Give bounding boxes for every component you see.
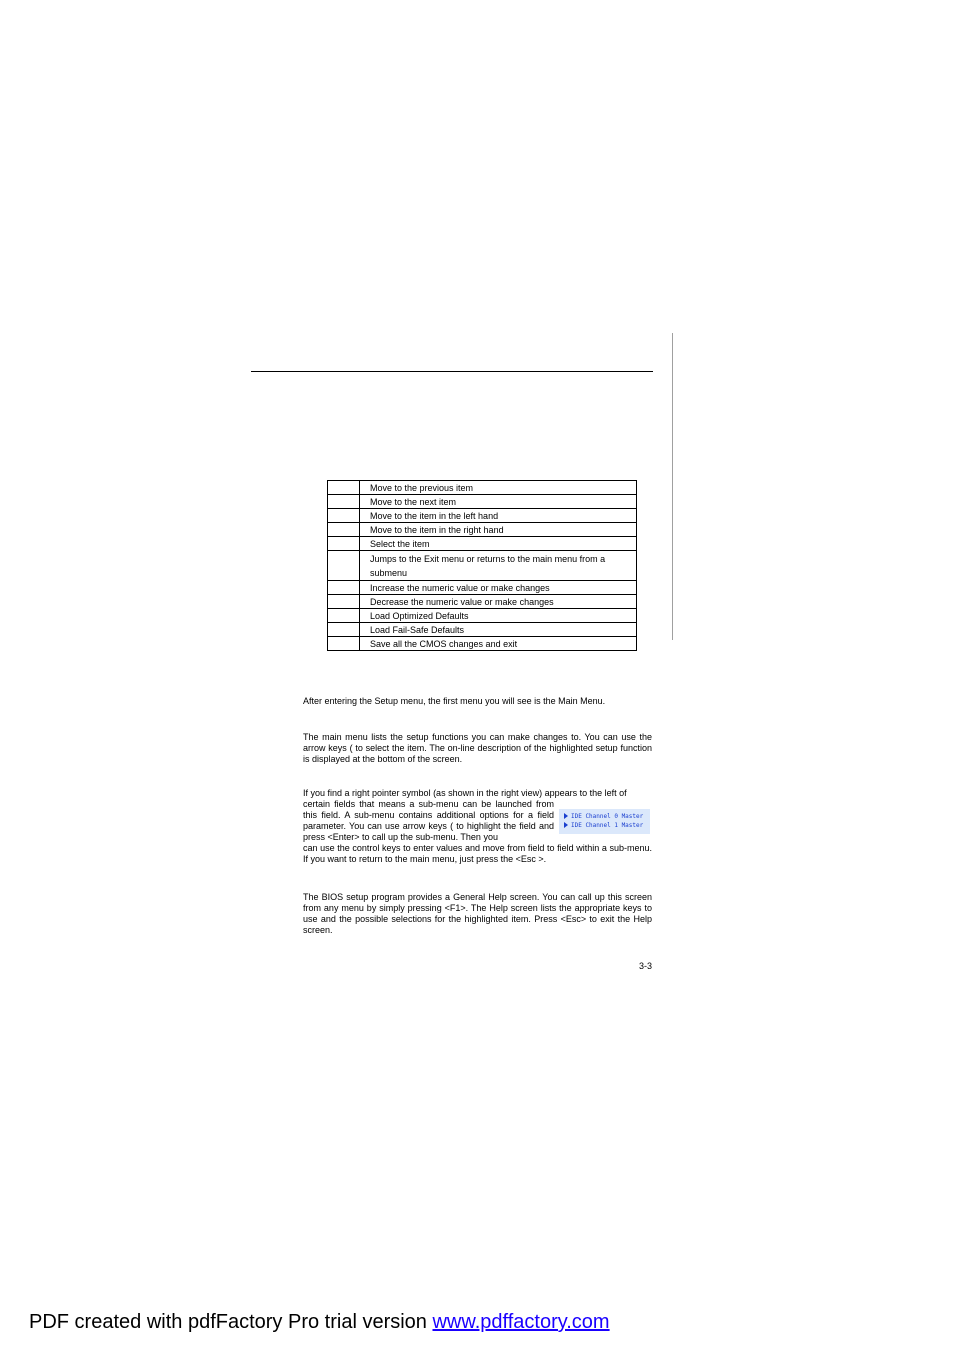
key-description: Move to the item in the left hand: [360, 509, 637, 523]
key-cell: [328, 537, 360, 551]
table-row: [328, 537, 637, 551]
right-pointer-icon: [564, 813, 568, 819]
key-cell: [328, 637, 360, 651]
table-row: [328, 623, 637, 637]
key-description: Decrease the numeric value or make changes: [360, 595, 637, 609]
table-row: [328, 637, 637, 651]
key-description: Move to the next item: [360, 495, 637, 509]
table-row: [328, 609, 637, 623]
pdf-footer: [29, 1310, 610, 1334]
key-cell: [328, 495, 360, 509]
submenu-paragraph-wrapped: certain fields that means a sub-menu can be launched from this field. A sub-menu contains additional options for a field parameter. You can use arrow keys ( to highlight the field and press <Enter> to call up the sub-menu. Then you: [303, 799, 554, 842]
key-cell: [328, 481, 360, 495]
table-row: [328, 581, 637, 595]
key-description: Move to the item in the right hand: [360, 523, 637, 537]
key-description: Select the item: [360, 537, 637, 551]
table-row: [328, 481, 637, 495]
bios-submenu-sample: [559, 809, 650, 834]
table-row: [328, 523, 637, 537]
key-cell: [328, 581, 360, 595]
submenu-paragraph-end: can use the control keys to enter values and move from field to field within a sub-menu. If you want to return to the main menu, just press the <Esc >.: [303, 843, 652, 864]
table-row: [328, 551, 637, 581]
margin-rule: [672, 333, 673, 640]
key-cell: [328, 623, 360, 637]
table-row: [328, 509, 637, 523]
key-cell: [328, 595, 360, 609]
main-menu-intro: After entering the Setup menu, the first menu you will see is the Main Menu.: [303, 696, 606, 706]
control-keys-table: [327, 480, 637, 651]
key-description: Load Fail-Safe Defaults: [360, 623, 637, 637]
key-cell: [328, 523, 360, 537]
page-number: 3-3: [638, 961, 652, 971]
table-row: [328, 595, 637, 609]
footer-text: PDF created with pdfFactory Pro trial version: [29, 1311, 433, 1333]
help-paragraph: The BIOS setup program provides a General Help screen. You can call up this screen from any menu by simply pressing <F1>. The Help screen lists the appropriate keys to use and the possible selections for the highlighted item. Press <Esc> to exit the Help screen.: [303, 892, 652, 935]
table-row: [328, 495, 637, 509]
main-menu-description: The main menu lists the setup functions you can make changes to. You can use the arrow keys ( to select the item. The on-line description of the highlighted setup function is displayed at the bottom of the screen.: [303, 732, 652, 764]
key-cell: [328, 609, 360, 623]
right-pointer-icon: [564, 822, 568, 828]
submenu-entry: IDE Channel 1 Master: [564, 821, 650, 830]
header-rule: [251, 371, 653, 372]
key-cell: [328, 509, 360, 523]
key-cell: [328, 551, 360, 581]
submenu-entry: IDE Channel 0 Master: [564, 812, 650, 821]
key-description: Load Optimized Defaults: [360, 609, 637, 623]
key-description: Increase the numeric value or make changes: [360, 581, 637, 595]
key-description: Save all the CMOS changes and exit: [360, 637, 637, 651]
key-description: Move to the previous item: [360, 481, 637, 495]
pdffactory-link[interactable]: www.pdffactory.com: [432, 1311, 610, 1333]
key-description: Jumps to the Exit menu or returns to the main menu from a submenu: [360, 551, 637, 581]
submenu-paragraph-line1: If you find a right pointer symbol (as shown in the right view) appears to the left of: [303, 788, 627, 798]
